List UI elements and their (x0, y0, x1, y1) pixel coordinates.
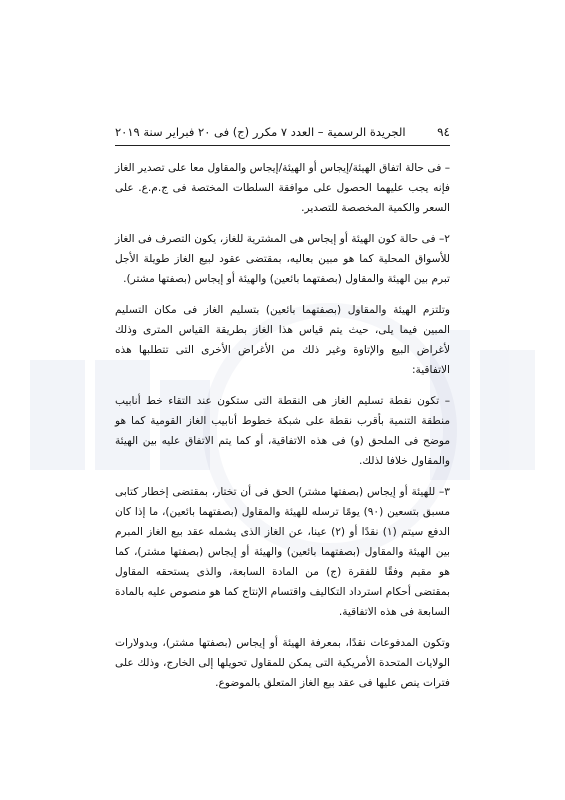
paragraph-export-approval: – فى حالة اتفاق الهيئة/إيجاس أو الهيئة/إيجاس والمقاول معا على تصدير الغاز فإنه يجب عليهما الحصول على موافقة السلطات المختصة فى ج.م.ع. على السعر والكمية المخصصة للتصدير. (115, 162, 450, 214)
paragraph-clause-3: ٣– للهيئة أو إيجاس (بصفتها مشتر) الحق فى أن تختار، بمقتضى إخطار كتابى مسبق بتسعين (٩٠) يومًا ترسله للهيئة والمقاول (بصفتهما بائعين)، ما إذا كان الدفع سيتم (١) نقدًا أو (٢) عينا، عن الغاز الذى يشمله عقد بيع الغاز المبرم بين الهيئة والمقاول (بصفتهما بائعين) والهيئة أو إيجاس (بصفتها مشتر)، كما هو مقيم وفقًا للفقرة (ج) من المادة السابعة، والذى يستحقه المقاول بمقتضى أحكام استرداد التكاليف واقتسام الإنتاج كما هو منصوص عليه بالمادة السابعة فى هذه الاتفاقية. (115, 486, 451, 618)
paragraph-delivery-point: – تكون نقطة تسليم الغاز هى النقطة التى ستكون عند التقاء خط أنابيب منطقة التنمية بأقرب نقطة على شبكة خطوط أنابيب الغاز القومية كما هو موضح فى الملحق (و) فى هذه الاتفاقية، أو كما يتم الاتفاق عليه بين الهيئة والمقاول خلافا لذلك. (115, 395, 450, 467)
page-number: ٩٤ (437, 125, 450, 139)
header-rule (115, 145, 450, 146)
body-text (115, 158, 450, 704)
paragraph-clause-2: ٢– فى حالة كون الهيئة أو إيجاس هى المشترية للغاز، يكون التصرف فى الغاز للأسواق المحلية كما هو مبين بعاليه، بمقتضى عقود لبيع الغاز طويلة الأجل تبرم بين الهيئة والمقاول (بصفتهما بائعين) والهيئة أو إيجاس (بصفتها مشتر). (115, 233, 450, 285)
paragraph-delivery: وتلتزم الهيئة والمقاول (بصفتهما بائعين) بتسليم الغاز فى مكان التسليم المبين فيما يلى، حيث يتم قياس هذا الغاز بطريقة القياس المترى وذلك لأغراض البيع والإتاوة وغير ذلك من الأغراض الأخرى التى تتطلبها هذه الاتفاقية: (115, 304, 450, 376)
running-header (115, 125, 450, 139)
paragraph-payments: وتكون المدفوعات نقدًا، بمعرفة الهيئة أو إيجاس (بصفتها مشتر)، وبدولارات الولايات المتحدة الأمريكية التى يمكن للمقاول تحويلها إلى الخارج، وذلك على فترات ينص عليها فى عقد بيع الغاز المتعلق بالموضوع. (115, 637, 450, 689)
header-title: الجريدة الرسمية – العدد ٧ مكرر (ج) فى ٢٠ فبراير سنة ٢٠١٩ (115, 125, 406, 139)
